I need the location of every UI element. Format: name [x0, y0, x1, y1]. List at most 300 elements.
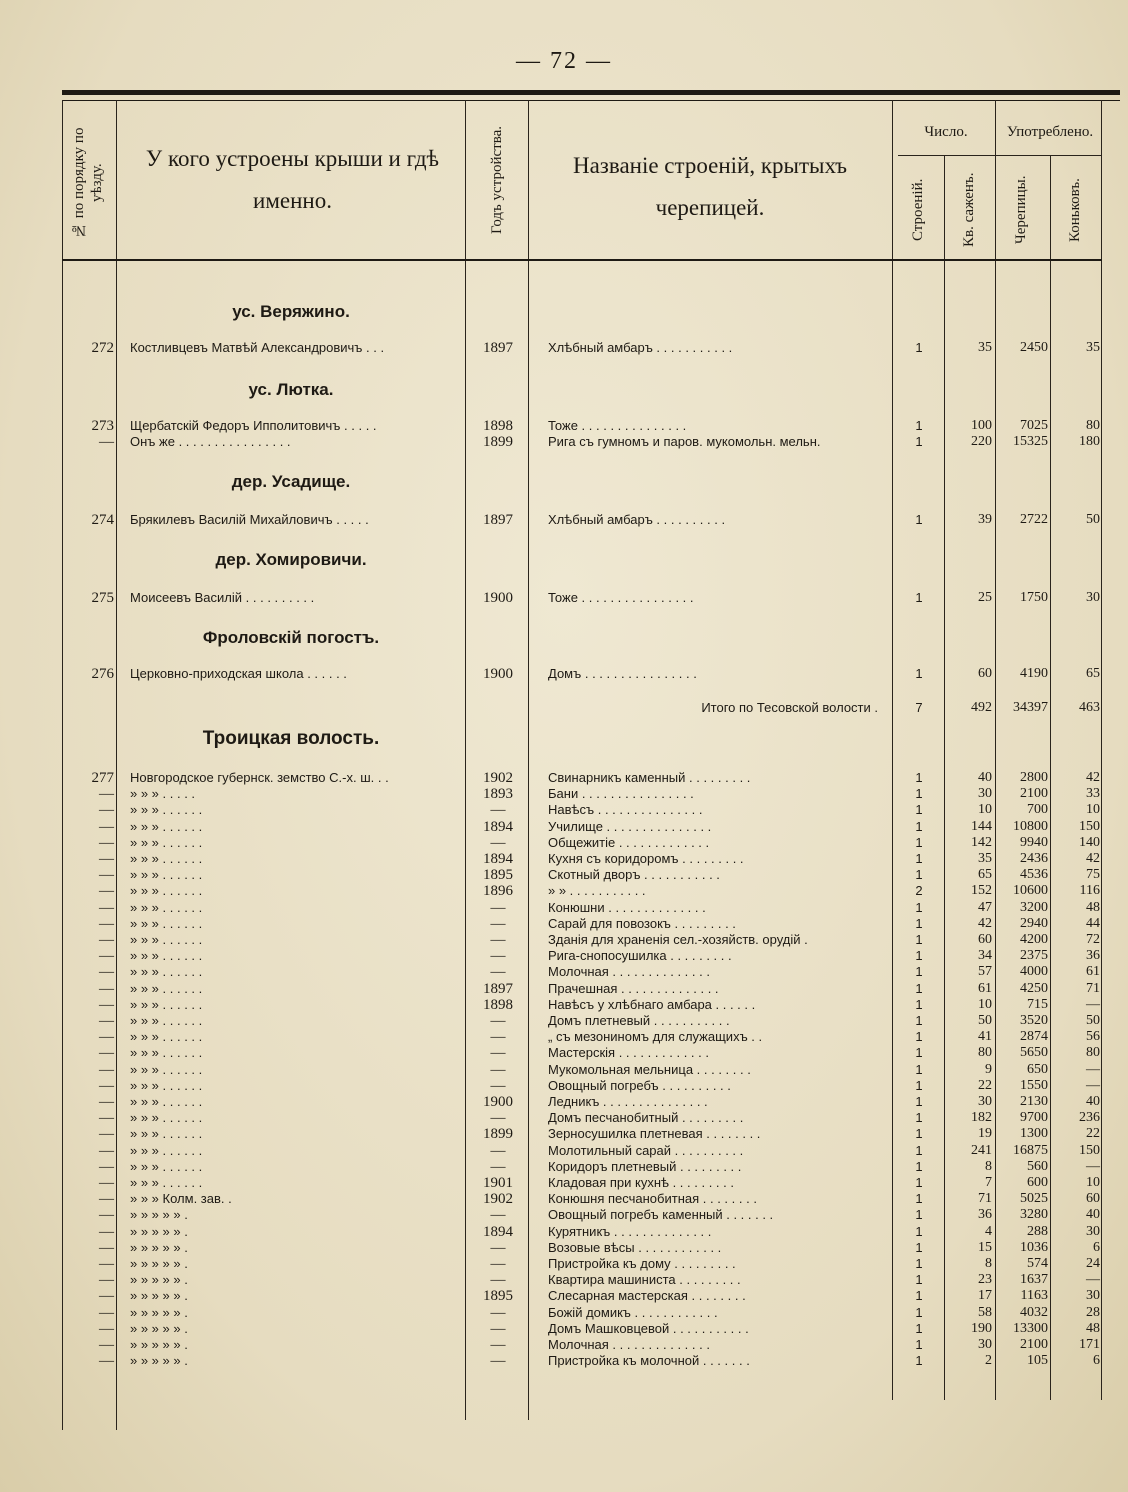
count-cell: 1 — [915, 1142, 923, 1158]
ridge-cell: 35 — [1086, 340, 1100, 355]
table-row — [0, 1029, 1128, 1045]
building-cell: Мастерскія . . . . . . . . . . . . . — [548, 1045, 709, 1061]
sq-cell: 22 — [978, 1077, 992, 1093]
owner-cell: » » » . . . . . — [130, 786, 196, 802]
section-lyutka: ус. Лютка. — [248, 380, 334, 399]
sq-cell: 35 — [978, 340, 992, 355]
building-cell: Кладовая при кухнѣ . . . . . . . . . — [548, 1175, 734, 1190]
year-cell: — — [490, 834, 506, 851]
table-row — [0, 1288, 1128, 1304]
year-cell: 1897 — [483, 980, 513, 997]
ridge-cell: 10 — [1086, 802, 1100, 818]
tile-cell: 2130 — [1020, 1094, 1048, 1109]
year-cell: — — [490, 899, 506, 916]
row-number: — — [99, 1239, 114, 1256]
year-cell: — — [490, 1353, 506, 1370]
year-cell: — — [490, 1013, 506, 1029]
row-number: — — [99, 932, 114, 948]
ridge-cell: 50 — [1086, 512, 1100, 527]
table-row — [0, 1159, 1128, 1175]
year-cell: 1898 — [483, 996, 513, 1013]
year-cell: 1896 — [483, 883, 513, 900]
total-label: Итого по Тесовской волости . — [701, 700, 878, 715]
year-cell: — — [490, 1337, 506, 1353]
ridge-cell: 150 — [1079, 818, 1100, 834]
tile-cell: 2100 — [1020, 1337, 1048, 1352]
ridge-cell: 30 — [1086, 590, 1100, 605]
table-row — [0, 883, 1128, 899]
count-cell: 1 — [915, 340, 923, 355]
year-cell: — — [490, 1061, 506, 1078]
tile-cell: 288 — [1027, 1223, 1048, 1239]
tile-cell: 2436 — [1020, 851, 1048, 866]
table-row — [0, 1240, 1128, 1256]
row-number: — — [99, 1223, 114, 1240]
row-number: — — [99, 1256, 114, 1272]
year-cell: 1899 — [483, 1126, 513, 1143]
header-col-count: Строеній. — [910, 178, 926, 242]
header-group-number: Число. — [924, 124, 968, 140]
ridge-cell: — — [1086, 1158, 1100, 1174]
sq-cell: 9 — [985, 1061, 992, 1077]
table-row — [0, 981, 1128, 997]
count-cell: 1 — [915, 932, 923, 947]
tile-cell: 1036 — [1020, 1239, 1048, 1255]
building-cell: Хлѣбный амбаръ . . . . . . . . . . . — [548, 340, 733, 355]
tile-cell: 3200 — [1020, 899, 1048, 915]
building-cell: Тоже . . . . . . . . . . . . . . . — [548, 418, 687, 433]
tile-cell: 2722 — [1020, 512, 1048, 527]
sq-cell: 23 — [978, 1272, 992, 1288]
ridge-cell: — — [1086, 1061, 1100, 1077]
sq-cell: 65 — [978, 867, 992, 883]
table-row — [0, 1175, 1128, 1191]
building-cell: Конюшня песчанобитная . . . . . . . . — [548, 1191, 757, 1207]
table-row — [0, 835, 1128, 851]
tile-cell: 4190 — [1020, 666, 1048, 681]
row-number: — — [99, 1158, 114, 1175]
owner-cell: Моисеевъ Василій . . . . . . . . . . — [130, 590, 315, 605]
table-row — [0, 1337, 1128, 1353]
year-cell: 1899 — [483, 434, 513, 450]
year-cell: — — [490, 1045, 506, 1062]
count-cell: 1 — [915, 1094, 923, 1109]
table-row — [0, 418, 1128, 434]
year-cell: 1894 — [483, 1223, 513, 1240]
sq-cell: 30 — [978, 1094, 992, 1109]
count-cell: 1 — [915, 834, 923, 850]
row-number: — — [99, 802, 114, 819]
year-cell: — — [490, 1077, 506, 1094]
building-cell: Рига съ гумномъ и паров. мукомольн. мельн. — [548, 434, 821, 449]
count-cell: 1 — [915, 770, 923, 785]
ridge-cell: 36 — [1086, 948, 1100, 964]
count-cell: 1 — [915, 948, 923, 964]
table-row — [0, 1143, 1128, 1159]
sq-cell: 80 — [978, 1045, 992, 1061]
row-number: — — [99, 1288, 114, 1305]
count-cell: 1 — [915, 867, 923, 883]
ridge-cell: 30 — [1086, 1288, 1100, 1304]
count-cell: 1 — [915, 1288, 923, 1304]
row-number: — — [99, 1304, 114, 1321]
page-number: — 72 — — [516, 48, 612, 74]
table-row — [0, 590, 1128, 606]
sq-cell: 19 — [978, 1126, 992, 1142]
building-cell: Училище . . . . . . . . . . . . . . . — [548, 818, 712, 834]
year-cell: 1897 — [483, 340, 513, 356]
year-cell: — — [490, 915, 506, 932]
building-cell: » » . . . . . . . . . . . — [548, 883, 646, 899]
sq-cell: 100 — [971, 418, 992, 433]
building-cell: Зерносушилка плетневая . . . . . . . . — [548, 1126, 761, 1142]
count-cell: 1 — [915, 512, 923, 527]
table-row — [0, 1224, 1128, 1240]
sq-cell: 190 — [971, 1320, 992, 1336]
owner-cell: » » » . . . . . . — [130, 899, 203, 915]
sq-cell: 241 — [971, 1142, 992, 1158]
table-row — [0, 340, 1128, 356]
building-cell: Коридоръ плетневый . . . . . . . . . — [548, 1158, 742, 1174]
count-cell: 1 — [915, 1337, 923, 1352]
count-cell: 1 — [915, 851, 923, 866]
tile-cell: 16875 — [1013, 1142, 1048, 1158]
ridge-cell: 180 — [1079, 434, 1100, 449]
sq-cell: 36 — [978, 1207, 992, 1223]
owner-cell: » » » » » . — [130, 1223, 188, 1239]
row-number: — — [99, 964, 114, 981]
row-number: — — [99, 1094, 114, 1110]
tile-cell: 10800 — [1013, 818, 1048, 834]
sq-cell: 152 — [971, 883, 992, 899]
building-cell: Квартира машиниста . . . . . . . . . — [548, 1272, 741, 1288]
year-cell: — — [490, 1304, 506, 1321]
table-row — [0, 1013, 1128, 1029]
table-row — [0, 1305, 1128, 1321]
building-cell: Возовые вѣсы . . . . . . . . . . . . — [548, 1239, 722, 1255]
table-row — [0, 948, 1128, 964]
row-number: — — [99, 1110, 114, 1127]
header-col-year: Годъ устройства. — [489, 126, 505, 234]
ridge-cell: 140 — [1079, 834, 1100, 850]
ridge-cell: 80 — [1086, 1045, 1100, 1061]
table-row — [0, 964, 1128, 980]
building-cell: Мукомольная мельница . . . . . . . . — [548, 1061, 751, 1077]
owner-cell: » » » . . . . . . — [130, 802, 203, 818]
year-cell: 1897 — [483, 512, 513, 528]
owner-cell: » » » . . . . . . — [130, 1158, 203, 1174]
header-bottom-rule — [62, 259, 1102, 261]
table-row — [0, 997, 1128, 1013]
tile-cell: 5025 — [1020, 1191, 1048, 1207]
count-cell: 1 — [915, 1029, 923, 1045]
year-cell: — — [490, 1142, 506, 1159]
building-cell: Домъ плетневый . . . . . . . . . . . — [548, 1013, 730, 1028]
sq-cell: 182 — [971, 1110, 992, 1126]
row-number: — — [99, 1175, 114, 1191]
tile-cell: 1750 — [1020, 590, 1048, 605]
sq-cell: 35 — [978, 851, 992, 866]
count-cell: 2 — [915, 883, 923, 899]
row-number: — — [99, 1320, 114, 1337]
building-cell: Овощный погребъ . . . . . . . . . . — [548, 1077, 731, 1093]
owner-cell: » » » . . . . . . — [130, 1094, 203, 1109]
table-row — [0, 900, 1128, 916]
ridge-cell: 65 — [1086, 666, 1100, 681]
owner-cell: » » » . . . . . . — [130, 1175, 203, 1190]
ridge-cell: 61 — [1086, 964, 1100, 980]
row-number: — — [99, 1337, 114, 1353]
table-row — [0, 770, 1128, 786]
sq-cell: 4 — [985, 1223, 992, 1239]
count-cell: 1 — [915, 915, 923, 931]
top-rule-thin — [62, 100, 1120, 101]
tile-cell: 13300 — [1013, 1320, 1048, 1336]
building-cell: Молочная . . . . . . . . . . . . . . — [548, 1337, 710, 1352]
count-cell: 1 — [915, 1320, 923, 1336]
ridge-cell: 71 — [1086, 980, 1100, 996]
ridge-cell: 72 — [1086, 932, 1100, 947]
sq-cell: 15 — [978, 1239, 992, 1255]
owner-cell: » » » . . . . . . — [130, 932, 203, 947]
tile-cell: 700 — [1027, 802, 1048, 818]
sq-cell: 2 — [985, 1353, 992, 1369]
row-number: — — [99, 851, 114, 867]
owner-cell: » » » . . . . . . — [130, 1029, 203, 1045]
owner-cell: Церковно-приходская школа . . . . . . — [130, 666, 347, 681]
tile-cell: 7025 — [1020, 418, 1048, 433]
owner-cell: » » » . . . . . . — [130, 818, 203, 834]
owner-cell: » » » Колм. зав. . — [130, 1191, 232, 1207]
sq-cell: 40 — [978, 770, 992, 785]
year-cell: 1900 — [483, 1094, 513, 1110]
owner-cell: » » » » » . — [130, 1353, 188, 1369]
row-number: — — [99, 1142, 114, 1159]
count-cell: 1 — [915, 666, 923, 681]
tile-cell: 2100 — [1020, 786, 1048, 802]
building-cell: Молочная . . . . . . . . . . . . . . — [548, 964, 710, 980]
sq-cell: 10 — [978, 996, 992, 1012]
row-number: — — [99, 818, 114, 835]
building-cell: Конюшни . . . . . . . . . . . . . . — [548, 899, 706, 915]
ridge-cell: — — [1086, 996, 1100, 1012]
table-row — [0, 512, 1128, 528]
year-cell: — — [490, 964, 506, 981]
year-cell: — — [490, 948, 506, 965]
count-cell: 1 — [915, 1126, 923, 1142]
tile-cell: 1637 — [1020, 1272, 1048, 1288]
count-cell: 1 — [915, 1061, 923, 1077]
owner-cell: » » » . . . . . . — [130, 1013, 203, 1028]
building-cell: Овощный погребъ каменный . . . . . . . — [548, 1207, 774, 1223]
building-cell: Общежитіе . . . . . . . . . . . . . — [548, 834, 710, 850]
tile-cell: 2450 — [1020, 340, 1048, 355]
year-cell: — — [490, 1320, 506, 1337]
owner-cell: » » » . . . . . . — [130, 834, 203, 850]
count-cell: 1 — [915, 786, 923, 802]
year-cell: 1895 — [483, 867, 513, 884]
building-cell: Пристройка къ молочной . . . . . . . — [548, 1353, 750, 1369]
building-cell: Навѣсъ . . . . . . . . . . . . . . . — [548, 802, 703, 818]
building-cell: Кухня съ коридоромъ . . . . . . . . . — [548, 851, 744, 866]
year-cell: — — [490, 932, 506, 948]
sq-cell: 30 — [978, 786, 992, 802]
owner-cell: Щербатскій Федоръ Ипполитовичъ . . . . . — [130, 418, 377, 433]
year-cell: — — [490, 1272, 506, 1289]
tile-cell: 10600 — [1013, 883, 1048, 899]
year-cell: 1894 — [483, 818, 513, 835]
building-cell: Домъ Машковцевой . . . . . . . . . . . — [548, 1320, 749, 1336]
ridge-cell: 24 — [1086, 1256, 1100, 1271]
owner-cell: » » » » » . — [130, 1320, 188, 1336]
owner-cell: » » » . . . . . . — [130, 996, 203, 1012]
building-cell: Хлѣбный амбаръ . . . . . . . . . . — [548, 512, 726, 527]
count-cell: 1 — [915, 1256, 923, 1271]
owner-cell: » » » » » . — [130, 1272, 188, 1288]
owner-cell: » » » . . . . . . — [130, 915, 203, 931]
ridge-cell: 150 — [1079, 1142, 1100, 1158]
tile-cell: 1550 — [1020, 1077, 1048, 1093]
tile-cell: 5650 — [1020, 1045, 1048, 1061]
building-cell: Прачешная . . . . . . . . . . . . . . — [548, 980, 719, 996]
section-veryazhino: ус. Веряжино. — [232, 302, 350, 321]
header-col-no: № по порядку по уѣзду. — [71, 127, 105, 238]
group-header-rule — [898, 155, 1102, 156]
total-count: 7 — [915, 700, 923, 715]
owner-cell: » » » . . . . . . — [130, 1045, 203, 1061]
year-cell: 1895 — [483, 1288, 513, 1305]
ridge-cell: 40 — [1086, 1094, 1100, 1109]
sq-cell: 58 — [978, 1304, 992, 1320]
sq-cell: 61 — [978, 980, 992, 996]
ridge-cell: 48 — [1086, 899, 1100, 915]
sq-cell: 47 — [978, 899, 992, 915]
tile-cell: 600 — [1027, 1175, 1048, 1190]
sq-cell: 7 — [985, 1175, 992, 1190]
ridge-cell: 116 — [1079, 883, 1100, 899]
building-cell: Рига-снопосушилка . . . . . . . . . — [548, 948, 732, 964]
building-cell: Навѣсъ у хлѣбнаго амбара . . . . . . — [548, 996, 756, 1012]
sq-cell: 142 — [971, 834, 992, 850]
tile-cell: 560 — [1027, 1158, 1048, 1174]
sq-cell: 34 — [978, 948, 992, 964]
year-cell: 1902 — [483, 770, 513, 786]
row-number: — — [99, 1045, 114, 1062]
year-cell: 1898 — [483, 418, 513, 434]
count-cell: 1 — [915, 1207, 923, 1223]
ridge-cell: 30 — [1086, 1223, 1100, 1239]
row-number: 274 — [91, 512, 114, 528]
table-row — [0, 1126, 1128, 1142]
owner-cell: » » » . . . . . . — [130, 1061, 203, 1077]
row-number: — — [99, 1077, 114, 1094]
building-cell: Бани . . . . . . . . . . . . . . . . — [548, 786, 694, 802]
section-frolovsky: Фроловскій погостъ. — [202, 628, 380, 647]
table-row — [0, 1045, 1128, 1061]
table-row — [0, 819, 1128, 835]
table-row — [0, 1078, 1128, 1094]
owner-cell: » » » . . . . . . — [130, 867, 203, 883]
building-cell: Домъ . . . . . . . . . . . . . . . . — [548, 666, 697, 681]
total-tile: 34397 — [1013, 700, 1048, 715]
sq-cell: 71 — [978, 1191, 992, 1207]
year-cell: 1894 — [483, 851, 513, 867]
owner-cell: » » » » » . — [130, 1256, 188, 1271]
year-cell: 1902 — [483, 1191, 513, 1208]
building-cell: Тоже . . . . . . . . . . . . . . . . — [548, 590, 694, 605]
count-cell: 1 — [915, 1223, 923, 1239]
row-number: — — [99, 1353, 114, 1370]
owner-cell: Брякилевъ Василій Михайловичъ . . . . . — [130, 512, 369, 527]
year-cell: 1893 — [483, 786, 513, 803]
table-row — [0, 916, 1128, 932]
tile-cell: 2800 — [1020, 770, 1048, 785]
count-cell: 1 — [915, 1158, 923, 1174]
sq-cell: 220 — [971, 434, 992, 449]
sq-cell: 41 — [978, 1029, 992, 1045]
sq-cell: 144 — [971, 818, 992, 834]
tile-cell: 715 — [1027, 996, 1048, 1012]
tile-cell: 4536 — [1020, 867, 1048, 883]
count-cell: 1 — [915, 434, 923, 449]
row-number: — — [99, 1207, 114, 1224]
row-number: 272 — [91, 340, 114, 356]
building-cell: Слесарная мастерская . . . . . . . . — [548, 1288, 746, 1304]
row-number: 276 — [91, 666, 114, 682]
owner-cell: » » » » » . — [130, 1239, 188, 1255]
table-row — [0, 1110, 1128, 1126]
tile-cell: 3520 — [1020, 1013, 1048, 1028]
year-cell: — — [490, 1110, 506, 1127]
count-cell: 1 — [915, 1175, 923, 1190]
row-number: — — [99, 786, 114, 803]
tile-cell: 4000 — [1020, 964, 1048, 980]
ridge-cell: 48 — [1086, 1320, 1100, 1336]
table-row — [0, 1191, 1128, 1207]
ridge-cell: 42 — [1086, 851, 1100, 866]
header-col-tile: Черепицы. — [1013, 175, 1029, 245]
count-cell: 1 — [915, 802, 923, 818]
owner-cell: » » » . . . . . . — [130, 1077, 203, 1093]
building-cell: Домъ песчанобитный . . . . . . . . . — [548, 1110, 744, 1126]
row-number: — — [99, 1272, 114, 1289]
owner-cell: » » » . . . . . . — [130, 1126, 203, 1142]
header-group-used: Употреблено. — [1006, 124, 1094, 140]
count-cell: 1 — [915, 1304, 923, 1320]
sq-cell: 57 — [978, 964, 992, 980]
owner-cell: » » » . . . . . . — [130, 964, 203, 980]
owner-cell: Онъ же . . . . . . . . . . . . . . . . — [130, 434, 291, 449]
building-cell: „ съ мезониномъ для служащихъ . . — [548, 1029, 763, 1045]
header-col-building: Названіе строеній, крытыхъ черепицей. — [572, 153, 847, 220]
row-number: — — [99, 996, 114, 1013]
tile-cell: 9940 — [1020, 834, 1048, 850]
row-number: — — [99, 1126, 114, 1143]
count-cell: 1 — [915, 1353, 923, 1369]
tile-cell: 2940 — [1020, 915, 1048, 931]
building-cell: Зданія для храненія сел.-хозяйств. орудій . — [548, 932, 808, 947]
row-number: — — [99, 867, 114, 884]
ridge-cell: 236 — [1079, 1110, 1100, 1126]
ridge-cell: 75 — [1086, 867, 1100, 883]
count-cell: 1 — [915, 818, 923, 834]
count-cell: 1 — [915, 1239, 923, 1255]
owner-cell: » » » . . . . . . — [130, 1110, 203, 1126]
ridge-cell: 50 — [1086, 1013, 1100, 1028]
count-cell: 1 — [915, 418, 923, 433]
owner-cell: » » » » » . — [130, 1288, 188, 1304]
section-usadishche: дер. Усадище. — [231, 472, 351, 491]
